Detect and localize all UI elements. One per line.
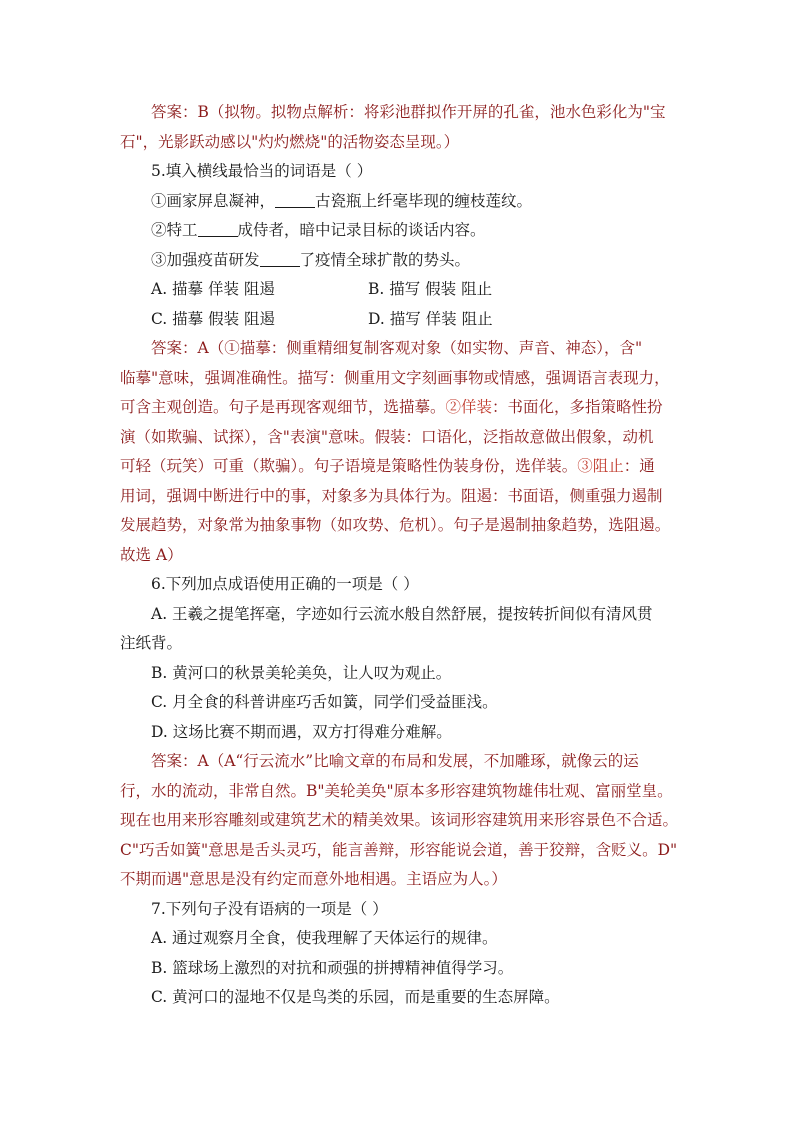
answer-5-line-8: 故选 A） (120, 545, 183, 564)
option-c: C. 描摹 假装 阻遏 (151, 309, 276, 328)
sentence-text: ②特工 (151, 221, 198, 239)
question-5-sentence-2 (120, 216, 680, 246)
answer-text: 可含主观创造。句子是再现客观细节，选描摹。 (120, 398, 446, 416)
question-6-stem: 6.下列加点成语使用正确的一项是（ ） (151, 575, 419, 593)
answer-6-line-3: 现在也用来形容雕刻或建筑艺术的精美效果。该词形容建筑用来形容景色不合适。 (120, 811, 679, 829)
answer-5-line-3 (120, 393, 680, 423)
answer-5-line-1: 答案：A（①描摹：侧重精细复制客观对象（如实物、声音、神态），含" (151, 339, 643, 357)
document-body (120, 98, 680, 1013)
answer-6-line-2: 行，水的流动，非常自然。B"美轮美奂"原本多形容建筑物雄伟壮观、富丽堂皇。 (120, 781, 673, 800)
answer-6-line-4: C"巧舌如簧"意思是舌头灵巧，能言善辩，形容能说会道，善于狡辩，含贬义。D" (120, 840, 678, 859)
question-5-stem: 5.填入横线最恰当的词语是（ ） (151, 162, 373, 180)
option-d: D. 描写 佯装 阻止 (368, 309, 493, 328)
question-7-option-a: A. 通过观察月全食，使我理解了天体运行的规律。 (151, 929, 498, 947)
answer-6-line-5: 不期而遇"意思是没有约定而意外地相遇。主语应为人。） (120, 870, 507, 888)
answer-4-line-2: 石"，光影跃动感以"灼灼燃烧"的活物姿态呈现。） (120, 132, 460, 151)
fill-blank (275, 191, 315, 208)
answer-5-line-6: 用词，强调中断进行中的事，对象多为具体行为。阻遏：书面语，侧重强力遏制 (120, 486, 663, 505)
answer-5-line-5 (120, 452, 680, 482)
question-5-sentence-3 (120, 246, 680, 276)
answer-highlight: ②佯装 (445, 398, 493, 416)
answer-text: ：通 (623, 457, 655, 475)
option-a: A. 描摹 佯装 阻遏 (151, 280, 275, 298)
answer-highlight: ③阻止 (577, 457, 624, 475)
option-b: B. 描写 假装 阻止 (368, 280, 493, 298)
sentence-text: 了疫情全球扩散的势头。 (299, 250, 471, 269)
question-7-stem: 7.下列句子没有语病的一项是（ ） (151, 899, 388, 918)
question-6-option-b: B. 黄河口的秋景美轮美奂，让人叹为观止。 (151, 663, 452, 682)
question-5-options-row-2 (120, 305, 680, 335)
question-6-option-d: D. 这场比赛不期而遇，双方打得难分难解。 (151, 722, 452, 741)
question-7-option-b: B. 篮球场上激烈的对抗和顽强的拼搏精神值得学习。 (151, 958, 514, 977)
answer-5-line-2: 临摹"意味，强调准确性。描写：侧重用文字刻画事物或情感，强调语言表现力， (120, 368, 670, 387)
sentence-text: ③加强疫苗研发 (151, 250, 260, 269)
question-6-option-a-line-2: 注纸背。 (120, 634, 183, 652)
question-5-sentence-1 (120, 187, 680, 217)
answer-text: ：书面化，多指策略性扮 (492, 398, 663, 416)
fill-blank (260, 250, 300, 267)
answer-6-line-1: 答案：A（A“行云流水”比喻文章的布局和发展，不加雕琢，就像云的运 (151, 752, 639, 770)
answer-text: 可轻（玩笑）可重（欺骗）。句子语境是策略性伪装身份，选佯装。 (120, 457, 578, 475)
sentence-text: 成侍者，暗中记录目标的谈话内容。 (237, 221, 486, 239)
question-7-option-c: C. 黄河口的湿地不仅是鸟类的乐园，而是重要的生态屏障。 (151, 988, 560, 1006)
question-6-option-a-line-1: A. 王羲之提笔挥毫，字迹如行云流水般自然舒展，提按转折间似有清风贯 (151, 604, 653, 623)
sentence-text: ①画家屏息凝神， (151, 191, 276, 210)
question-6-option-c: C. 月全食的科普讲座巧舌如簧，同学们受益匪浅。 (151, 693, 498, 711)
sentence-text: 古瓷瓶上纤毫毕现的缠枝莲纹。 (315, 191, 533, 210)
question-5-options-row-1 (120, 275, 680, 305)
fill-blank (198, 220, 238, 237)
answer-4-line-1: 答案：B（拟物。拟物点解析：将彩池群拟作开屏的孔雀，池水色彩化为"宝 (151, 103, 666, 121)
answer-5-line-7: 发展趋势，对象常为抽象事物（如攻势、危机）。句子是遏制抽象趋势，选阻遏。 (120, 516, 671, 534)
answer-5-line-4: 演（如欺骗、试探），含"表演"意味。假装：口语化，泛指故意做出假象，动机 (120, 427, 654, 446)
